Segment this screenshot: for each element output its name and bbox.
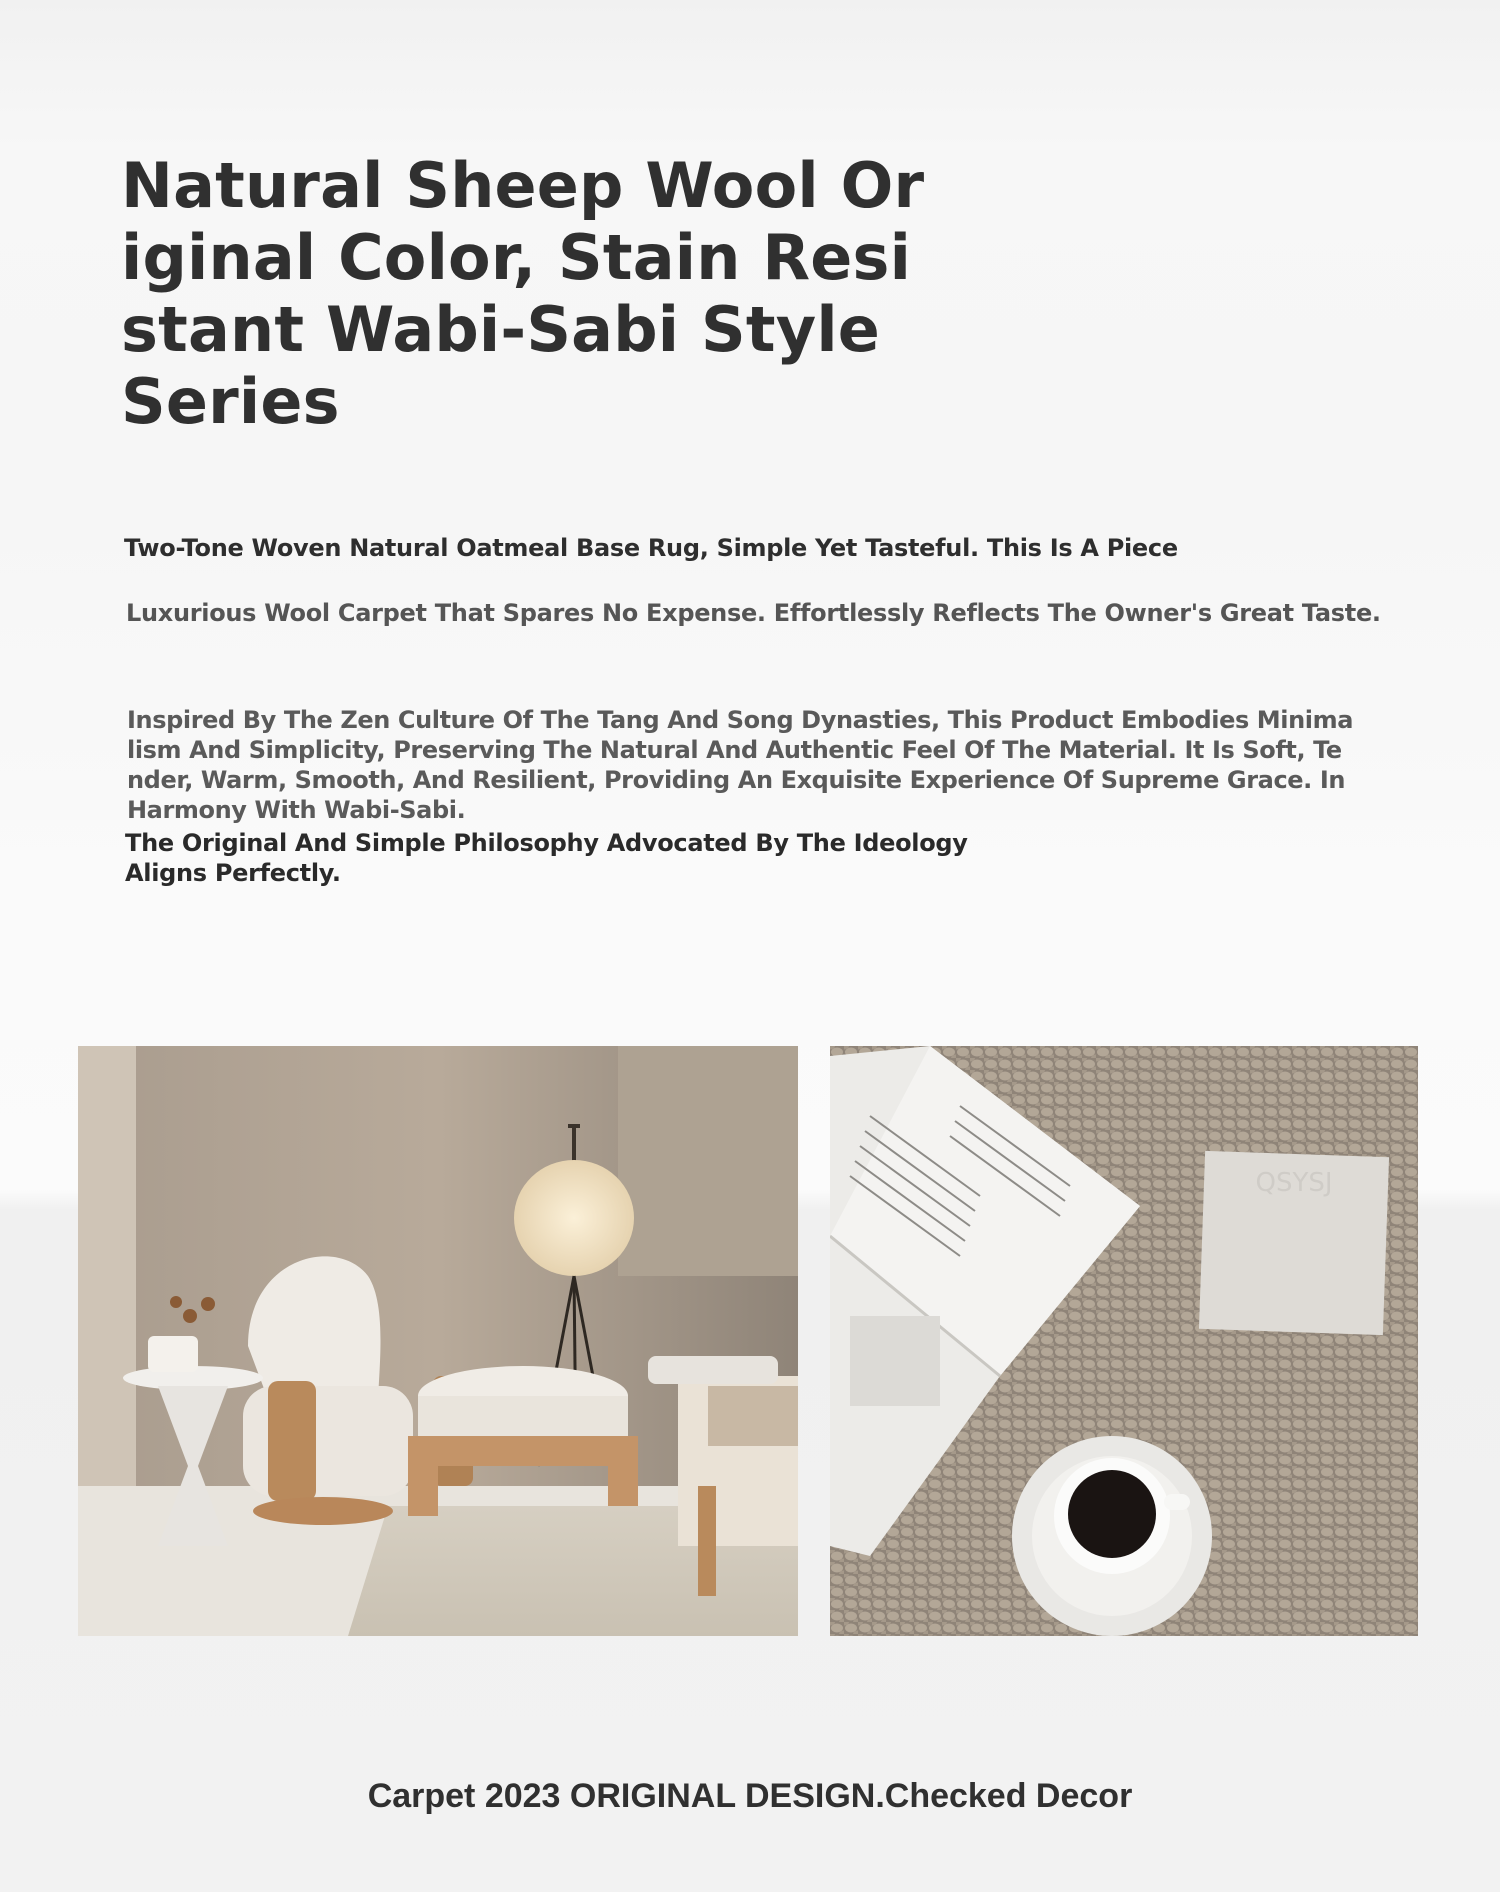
card-brand-text: QSYSJ: [1255, 1168, 1333, 1198]
subheading-secondary: Luxurious Wool Carpet That Spares No Expense. Effortlessly Reflects The Owner's Great Taste.: [126, 599, 1381, 627]
rug-detail-photo: [830, 1046, 1418, 1636]
living-room-photo: [78, 1046, 798, 1636]
description-closing: The Original And Simple Philosophy Advocated By The Ideology Aligns Perfectly.: [125, 829, 968, 887]
page-title: Natural Sheep Wool Original Color, Stain Resistant Wabi-Sabi Style Series: [121, 149, 925, 438]
description-paragraph: Inspired By The Zen Culture Of The Tang And Song Dynasties, This Product Embodies Minimalism And Simplicity, Preserving The Natural And Authentic Feel Of The Material. It Is Soft, Tender, Warm, Smooth, And Resilient, Providing An Exquisite Experience Of Supreme Grace. In Harmony With Wabi-Sabi.: [127, 706, 1354, 824]
footer-caption: Carpet 2023 ORIGINAL DESIGN.Checked Decor: [367, 1777, 1133, 1815]
subheading-primary: Two-Tone Woven Natural Oatmeal Base Rug, Simple Yet Tasteful. This Is A Piece: [124, 534, 1178, 562]
